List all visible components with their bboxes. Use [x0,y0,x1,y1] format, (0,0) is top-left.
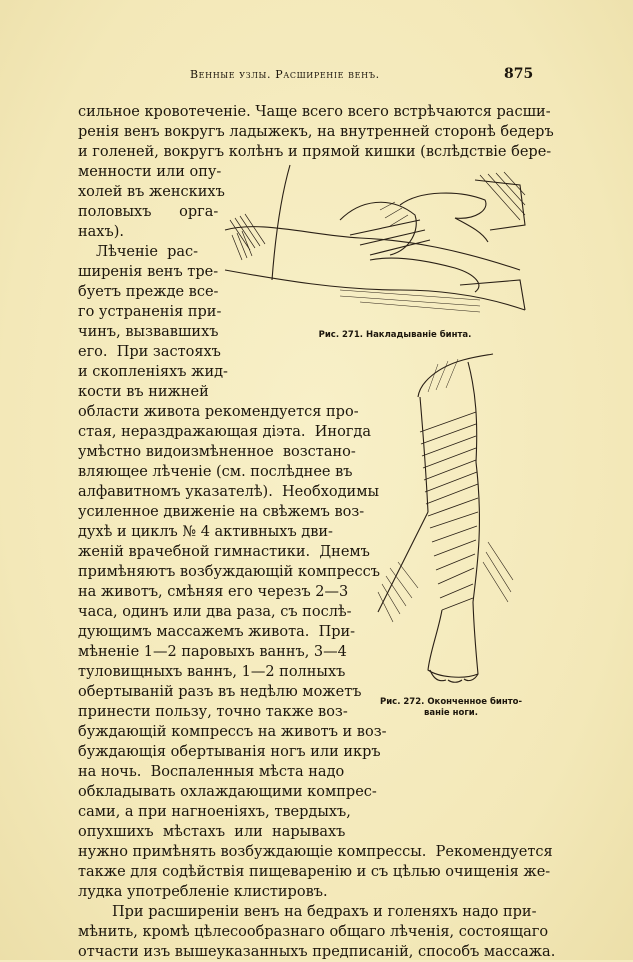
text-line: примѣняютъ возбуждающій компрессъ [78,564,380,580]
text-line: стая, нераздражающая діэта. Иногда [78,424,371,440]
text-line: нужно примѣнять возбуждающіе компрессы. Рекомендуется [78,844,553,860]
figure-272-caption-line1: Рис. 272. Оконченное бинто- [379,697,523,707]
figure-272-bandaged-leg-illustration [368,352,518,687]
figure-271-bandaging-illustration [220,160,532,325]
text-line: на ночь. Воспаленныя мѣста надо [78,764,345,780]
text-line: Лѣченіе рас- [96,244,199,260]
text-line: лудка употребленіе клистировъ. [78,884,328,900]
text-line: вляющее лѣченіе (см. послѣднее въ [78,464,353,480]
page-header [0,68,633,88]
text-line: и голеней, вокругъ колѣнъ и прямой кишки (вслѣдствіе бере- [78,144,552,160]
text-line: часа, одинъ или два раза, съ послѣ- [78,604,352,620]
text-line: также для содѣйствія пищеваренію и съ цѣлью очищенія же- [78,864,551,880]
text-line: туловищныхъ ваннъ, 1—2 полныхъ [78,664,346,680]
text-line: опухшихъ мѣстахъ или нарывахъ [78,824,346,840]
text-line: менности или опу- [78,164,222,180]
text-line: алфавитномъ указателѣ). Необходимы [78,484,380,500]
text-line: чинъ, вызвавшихъ [78,324,219,340]
figure-272-caption-line2: ваніе ноги. [424,708,478,718]
text-line: холей въ женскихъ [78,184,225,200]
text-line: его. При застояхъ [78,344,221,360]
text-line: на животъ, смѣняя его черезъ 2—3 [78,584,349,600]
text-line: дующимъ массажемъ живота. При- [78,624,356,640]
text-line: мѣненіе 1—2 паровыхъ ваннъ, 3—4 [78,644,347,660]
running-head: Венныe узлы. Расширеніе венъ. [190,68,380,81]
text-line: го устраненія при- [78,304,222,320]
figure-271-caption: Рис. 271. Накладываніе бинта. [318,330,472,340]
text-line: женій врачебной гимнастики. Днемъ [78,544,370,560]
text-line: нахъ). [78,224,124,240]
figure-272-caption [366,697,536,719]
text-line: принести пользу, точно также воз- [78,704,348,720]
text-line: духѣ и циклъ № 4 активныхъ дви- [78,524,333,540]
text-line: буждающій компрессъ на животъ и воз- [78,724,387,740]
page-number: 875 [504,66,534,82]
text-line: обертываній разъ въ недѣлю можетъ [78,684,362,700]
text-line: половыхъ орга- [78,204,219,220]
text-line: усиленное движеніе на свѣжемъ воз- [78,504,365,520]
text-line: сильное кровотеченіе. Чаще всего всего встрѣчаются расши- [78,104,551,120]
text-line: области живота рекомендуется про- [78,404,359,420]
text-line: отчасти изъ вышеуказанныхъ предписаній, способъ массажа. [78,944,556,960]
text-line: ширенія венъ тре- [78,264,219,280]
text-line: ренія венъ вокругъ ладыжекъ, на внутренней сторонѣ бедеръ [78,124,554,140]
text-line: обкладывать охлаждающими компрес- [78,784,377,800]
text-line: При расширеніи венъ на бедрахъ и голеняхъ надо при- [112,904,537,920]
text-line: кости въ нижней [78,384,209,400]
text-line: мѣнить, кромѣ цѣлесообразнаго общаго лѣченія, состоящаго [78,924,549,940]
text-line: буждающія обертыванія ногъ или икръ [78,744,381,760]
text-line: умѣстно видоизмѣненное возстано- [78,444,356,460]
text-line: буетъ прежде все- [78,284,219,300]
text-line: сами, а при нагноеніяхъ, твердыхъ, [78,804,351,820]
text-line: и скопленіяхъ жид- [78,364,228,380]
